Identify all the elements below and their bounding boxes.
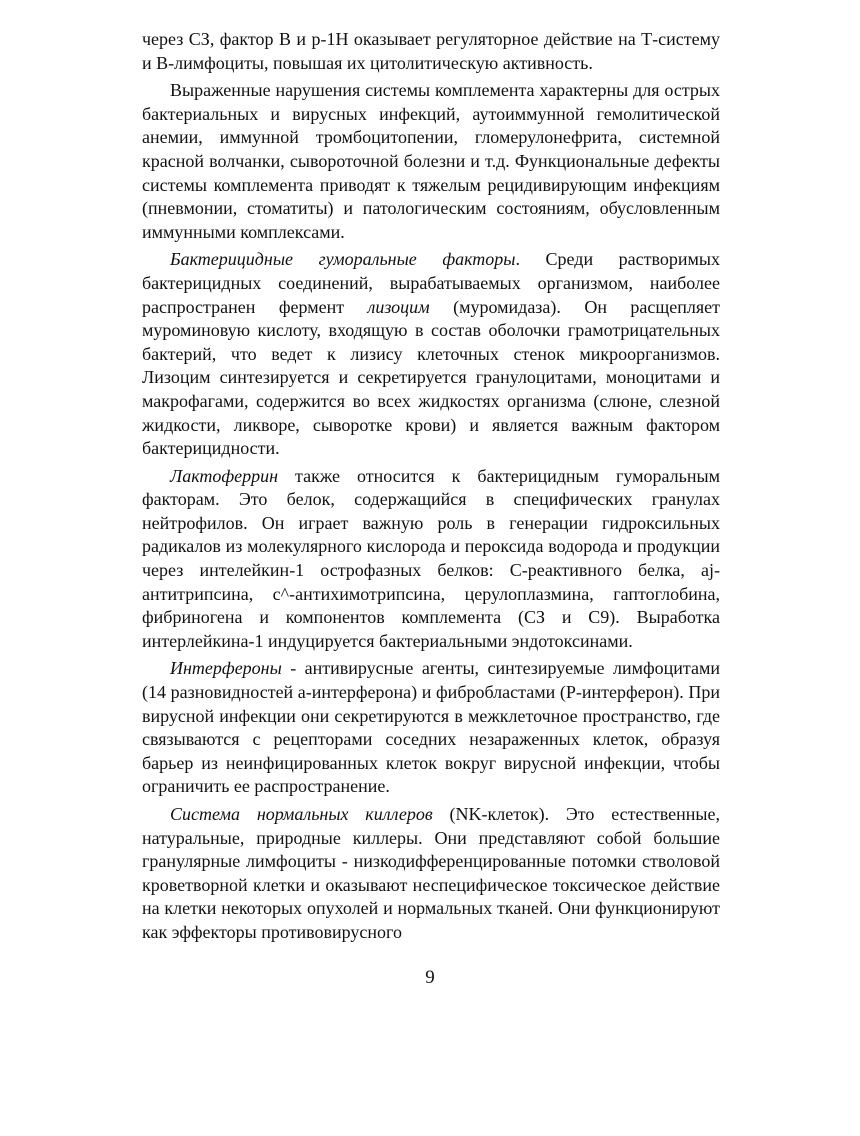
- paragraph-text: (NK-клеток). Это естественные, натуральные, природные киллеры. Они представляют собой большие гранулярные лимфоциты - низкодифференцированные потомки стволовой кроветворной клетки и оказывают неспецифическое токсическое действие на клетки некоторых опухолей и нормальных тканей. Они функционируют как эффекторы противовирусного: [142, 804, 721, 942]
- term-nk-system: Система нормальных киллеров: [170, 804, 433, 824]
- paragraph-bactericidal-factors: [142, 248, 720, 460]
- paragraph-interferons: [142, 657, 720, 799]
- term-lysozyme: лизоцим: [367, 296, 430, 317]
- paragraph-text: Выраженные нарушения системы комплемента характерны для острых бактериальных и вирусных инфекций, аутоиммунной гемолитической анемии, иммунной тромбоцитопении, гломерулонефрита, системной красной волчанки, сывороточной болезни и т.д. Функциональные дефекты системы комплемента приводят к тяжелым рецидивирующим инфекциям (пневмонии, стоматиты) и патологическим состояниям, обусловленным иммунными комплексами.: [142, 80, 720, 242]
- paragraph-text: - антивирусные агенты, синтезируемые лимфоцитами (14 разновидностей а-интерферона) и фибробластами (Р-интерферон). При вирусной инфекции они секретируются в межклеточное пространство, где связываются с рецепторами соседних незараженных клеток, образуя барьер из неинфицированных клеток вокруг вирусной инфекции, чтобы ограничить ее распространение.: [142, 658, 720, 797]
- paragraph-complement-disorders: [142, 79, 720, 244]
- paragraph-text: . Среди растворимых бактерицидных соединений, вырабатываемых организмом, наиболее распространен фермент: [142, 249, 720, 317]
- page-number: 9: [425, 967, 435, 988]
- paragraph-text: (муромидаза). Он расщепляет муроминовую кислоту, входящую в состав оболочки грамотрицательных бактерий, что ведет к лизису клеточных стенок микроорганизмов. Лизоцим синтезируется и секретируется гранулоцитами, моноцитами и макрофагами, содержится во всех жидкостях организма (слюне, слезной жидкости, ликворе, сыворотке крови) и является важным фактором бактерицидности.: [142, 296, 720, 459]
- paragraph-nk-cells: [142, 803, 720, 945]
- term-interferons: Интерфероны: [170, 658, 282, 679]
- paragraph-text: также относится к бактерицидным гуморальным факторам. Это белок, содержащийся в специфических гранулах нейтрофилов. Он играет важную роль в генерации гидроксильных радикалов из молекулярного кислорода и пероксида водорода и продукции через интелейкин-1 острофазных белков: С-реактивного белка, aj-антитрипсина, с^-антихимотрипсина, церулоплазмина, гаптоглобина, фибриногена и компонентов комплемента (СЗ и С9). Выработка интерлейкина-1 индуцируется бактериальными эндотоксинами.: [142, 465, 720, 651]
- term-lactoferrin: Лактоферрин: [170, 465, 279, 486]
- paragraph-continuation: [142, 28, 720, 75]
- paragraph-text: через СЗ, фактор В и р-1Н оказывает регуляторное действие на Т-систему и В-лимфоциты, повышая их цитолитическую активность.: [142, 29, 720, 73]
- page-body: [142, 28, 720, 945]
- paragraph-lactoferrin: [142, 465, 720, 654]
- term-bactericidal-factors: Бактерицидные гуморальные факторы: [170, 249, 516, 270]
